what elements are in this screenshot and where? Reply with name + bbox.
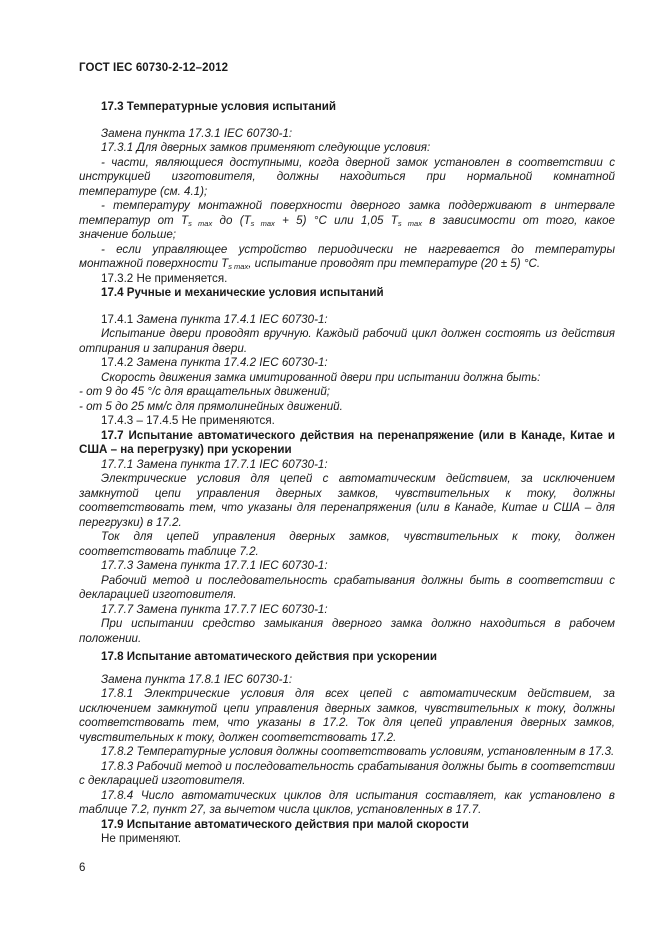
s17-7-3-paragraph: 17.7.3 Замена пункта 17.7.1 IEC 60730-1: (101, 559, 328, 572)
s17-7-method-paragraph: Рабочий метод и последовательность срабатывания должны быть в соответствии с декларацией изготовителя. (79, 573, 615, 601)
s17-3-bullet-1-line-2: инструкцией изготовителя, должны находиться при нормальной комнатной (79, 170, 615, 183)
s17-4-speed-paragraph: Скорость движения замка имитированной двери при испытании должна быть: (101, 370, 541, 384)
s17-8-replace-note: Замена пункта 17.8.1 IEC 60730-1: (101, 672, 293, 686)
s17-7-7-paragraph: 17.7.7 Замена пункта 17.7.7 IEC 60730-1: (101, 602, 328, 616)
s17-7-1-paragraph: 17.7.1 Замена пункта 17.7.1 IEC 60730-1: (101, 457, 328, 471)
s17-7-electrical-paragraph: Электрические условия для цепей с автоматическим действием, за исключением замкнутой цепи управления дверных замков, чувствительных к току, должны соответствовать тем, что указаны для перенапряжения (или в Канаде, Китае и США – для перегрузки) в 17.2. (79, 472, 615, 529)
standard-header: ГОСТ IEC 60730-2-12–2012 (79, 62, 229, 74)
section-17-9-heading: 17.9 Испытание автоматического действия при малой скорости (101, 817, 469, 831)
s17-4-door-test-paragraph: Испытание двери проводят вручную. Каждый рабочий цикл должен состоять из действия отпирания и запирания двери. (79, 327, 615, 355)
page-number: 6 (79, 862, 86, 874)
section-17-7-heading: 17.7 Испытание автоматического действия на перенапряжение (или в Канаде, Китае и США – на перегрузку) при ускорении (79, 428, 615, 456)
s17-3-bullet-1-line-1: - части, являющиеся доступными, когда дверной замок установлен в соответствии с (101, 155, 615, 169)
s17-7-current-paragraph: Ток для цепей управления дверных замков, чувствительных к току, должен соответствовать таблице 7.2. (79, 530, 615, 558)
document-body (79, 100, 615, 847)
s17-4-1-paragraph: 17.4.1 Замена пункта 17.4.1 IEC 60730-1: (101, 312, 328, 326)
s17-3-replace-note: Замена пункта 17.3.1 IEC 60730-1: (101, 126, 293, 140)
s17-4-2-paragraph: 17.4.2 Замена пункта 17.4.2 IEC 60730-1: (101, 356, 328, 369)
section-17-8-heading: 17.8 Испытание автоматического действия при ускорении (101, 650, 437, 663)
s17-3-2-paragraph: 17.3.2 Не применяется. (101, 271, 228, 285)
s17-4-bullet-rotational: - от 9 до 45 °/c для вращательных движений; (79, 385, 331, 398)
s17-8-4-paragraph: 17.8.4 Число автоматических циклов для испытания составляет, как установлено в таблице 7.2, пункт 27, за вычетом числа циклов, установленных в 17.7. (79, 788, 615, 816)
s17-3-bullet-2-line-2: температур от $T_{s max}$ до $(T_{s max} + 5)$ °C или 1,05 $T_{s max}$ в зависимости от того, какое (79, 213, 615, 228)
s17-4-bullet-linear: - от 5 до 25 мм/с для прямолинейных движений. (79, 399, 343, 413)
s17-3-bullet-3-line-2: монтажной поверхности $T_{s max}$, испытание проводят при температуре (20 ± 5) °C. (79, 257, 541, 271)
s17-7-closure-paragraph: При испытании средство замыкания дверного замка должно находиться в рабочем положении. (79, 617, 615, 645)
s17-3-bullet-1-line-3: температуре (см. 4.1); (79, 184, 208, 198)
s17-3-1-paragraph: 17.3.1 Для дверных замков применяют следующие условия: (101, 141, 431, 154)
s17-3-bullet-2-line-3: значение больше; (79, 228, 177, 241)
s17-8-3-paragraph: 17.8.3 Рабочий метод и последовательность срабатывания должны быть в соответствии с декларацией изготовителя. (79, 759, 615, 787)
section-17-4-heading: 17.4 Ручные и механические условия испытаний (101, 286, 384, 299)
s17-8-1-paragraph: 17.8.1 Электрические условия для всех цепей с автоматическим действием, за исключением замкнутой цепи управления дверных замков, чувствительных к току, должны соответствовать тем, что указаны в 17.2. Ток для цепей управления дверных замков, чувствительных к току, должен соответствовать 17.2. (79, 687, 615, 744)
s17-9-paragraph: Не применяют. (101, 832, 182, 845)
s17-4-3-paragraph: 17.4.3 – 17.4.5 Не применяются. (101, 414, 275, 427)
section-17-3-heading: 17.3 Температурные условия испытаний (101, 100, 337, 113)
s17-3-bullet-3-line-1: - если управляющее устройство периодически не нагревается до температуры (101, 242, 615, 256)
s17-3-bullet-2-line-1: - температуру монтажной поверхности дверного замка поддерживают в интервале (101, 199, 615, 212)
s17-8-2-paragraph: 17.8.2 Температурные условия должны соответствовать условиям, установленным в 17.3. (101, 745, 615, 758)
